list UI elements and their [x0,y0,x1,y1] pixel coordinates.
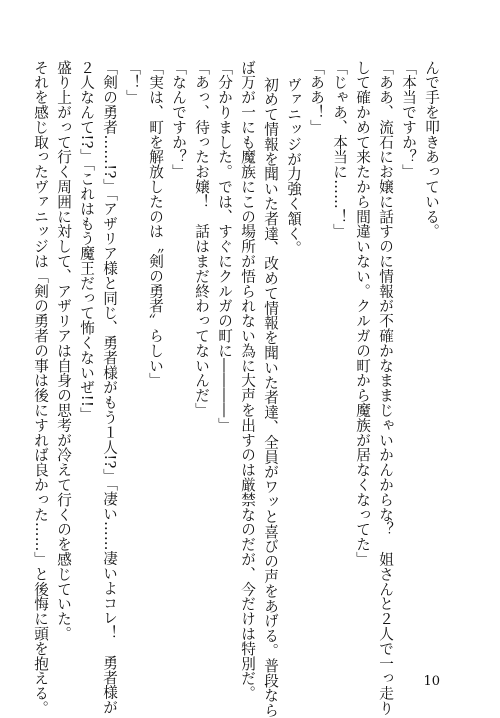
text-line: ば万が一にも魔族にこの場所が悟られない為に大声を出すのは厳禁なのだが、今だけは特別だ。 [239,60,256,701]
text-line: 「実は、町を解放したのは〝剣の勇者〟らしい」 [147,60,164,388]
text-line: 「ああ、流石にお嬢に話すのに情報が不確かなままじゃいかんからな？ 姐さんと２人で一っ走り [377,60,394,716]
text-line: ヴァニッジが力強く頷く。 [285,77,302,256]
text-line: 「本当ですか？」 [400,60,417,180]
text-line: ２人なんて!?」「これはもう魔王だって怖くないぜ!!」 [78,60,95,423]
text-line: 「あっ、待ったお嬢！ 話はまだ終わってないんだ」 [193,60,210,418]
page-number: 10 [423,674,440,689]
text-line: 「なんですか？」 [170,60,187,180]
text-line: 「！」 [124,60,141,105]
text-line: 「剣の勇者……!?」「アザリア様と同じ、勇者様がもう１人!?」「凄い……凄いよコレ！ 勇者様が [101,60,118,715]
text-line: 初めて情報を聞いた者達、改めて情報を聞いた者達、全員がワッと喜びの声をあげる。普段なら [262,77,279,718]
text-line: んで手を叩きあっている。 [423,60,440,239]
text-line: 盛り上がって行く周囲に対して、アザリアは自身の思考が冷えて行くのを感じていた。 [55,60,72,642]
text-line: 「ああ！」 [308,60,325,135]
text-line: して確かめて来たから間違いない。クルガの町から魔族が居なくなってた」 [354,60,371,567]
text-line: 「分かりました。では、すぐにクルガの町に――――」 [216,60,233,433]
text-line: それを感じ取ったヴァニッジは「剣の勇者の事は後にすれば良かった……」と後悔に頭を抱える。 [32,60,49,716]
text-line: 「じゃあ、本当に……！」 [331,60,348,239]
